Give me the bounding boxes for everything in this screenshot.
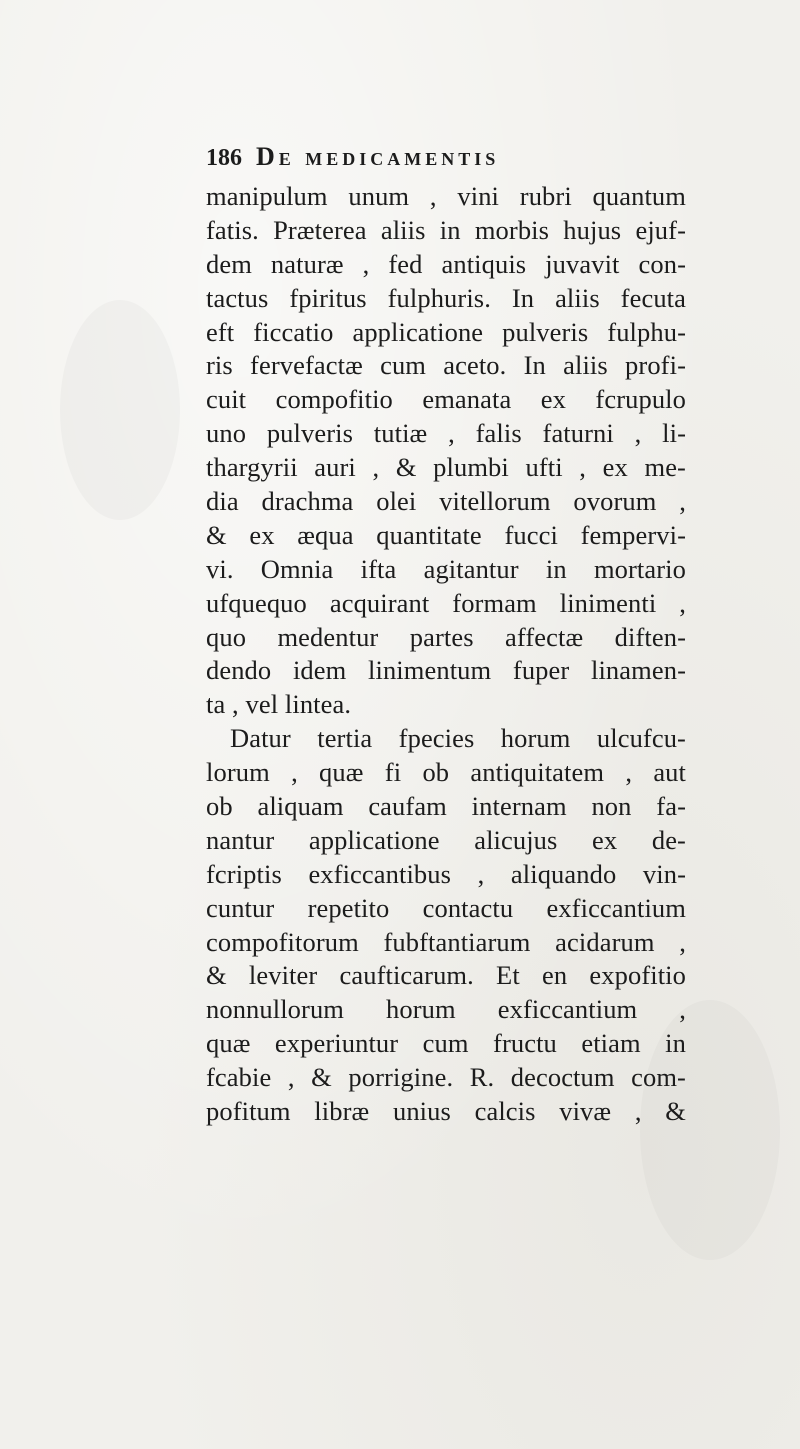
body-text	[206, 180, 686, 1129]
text-line: cuntur repetito contactu exficcantium	[206, 892, 686, 923]
text-line: lorum , quæ fi ob antiquitatem , aut	[206, 757, 686, 788]
text-line: tactus fpiritus fulphuris. In aliis fecuta	[206, 282, 686, 313]
text-line: quo medentur partes affectæ diften-	[206, 621, 686, 652]
text-line: quæ experiuntur cum fructu etiam in	[206, 1028, 686, 1059]
text-line: & leviter caufticarum. Et en expofitio	[206, 960, 686, 991]
text-line: compofitorum fubftantiarum acidarum ,	[206, 926, 686, 957]
text-line: eft ficcatio applicatione pulveris fulphu-	[206, 316, 686, 347]
text-line: fcriptis exficcantibus , aliquando vin-	[206, 858, 686, 889]
text-line: dia drachma olei vitellorum ovorum ,	[206, 486, 686, 517]
text-line: fcabie , & porrigine. R. decoctum com-	[206, 1062, 686, 1093]
text-line: cuit compofitio emanata ex fcrupulo	[206, 384, 686, 415]
text-line: dem naturæ , fed antiquis juvavit con-	[206, 248, 686, 279]
paper-stain	[60, 300, 180, 520]
running-head: De medicamentis	[256, 142, 500, 171]
text-line: uno pulveris tutiæ , falis faturni , li-	[206, 418, 686, 449]
text-line: manipulum unum , vini rubri quantum	[206, 181, 686, 211]
text-line: ta , vel lintea.	[206, 689, 352, 720]
text-line: nantur applicatione alicujus ex de-	[206, 824, 686, 855]
text-line: ob aliquam caufam internam non fa-	[206, 791, 686, 822]
text-line: vi. Omnia ifta agitantur in mortario	[206, 553, 686, 584]
paragraph-start-line: Datur tertia fpecies horum ulcufcu-	[230, 723, 686, 754]
text-line: ris fervefactæ cum aceto. In aliis profi-	[206, 350, 686, 381]
text-line: fatis. Præterea aliis in morbis hujus ejuf-	[206, 214, 686, 245]
page-header	[206, 142, 686, 182]
text-line: thargyrii auri , & plumbi ufti , ex me-	[206, 452, 686, 483]
text-line: pofitum libræ unius calcis vivæ , &	[206, 1096, 686, 1127]
text-line: dendo idem linimentum fuper linamen-	[206, 655, 686, 686]
text-line: nonnullorum horum exficcantium ,	[206, 994, 686, 1025]
text-line: ufquequo acquirant formam linimenti ,	[206, 587, 686, 618]
text-line: & ex æqua quantitate fucci fempervi-	[206, 519, 686, 550]
page-number: 186	[206, 145, 242, 171]
